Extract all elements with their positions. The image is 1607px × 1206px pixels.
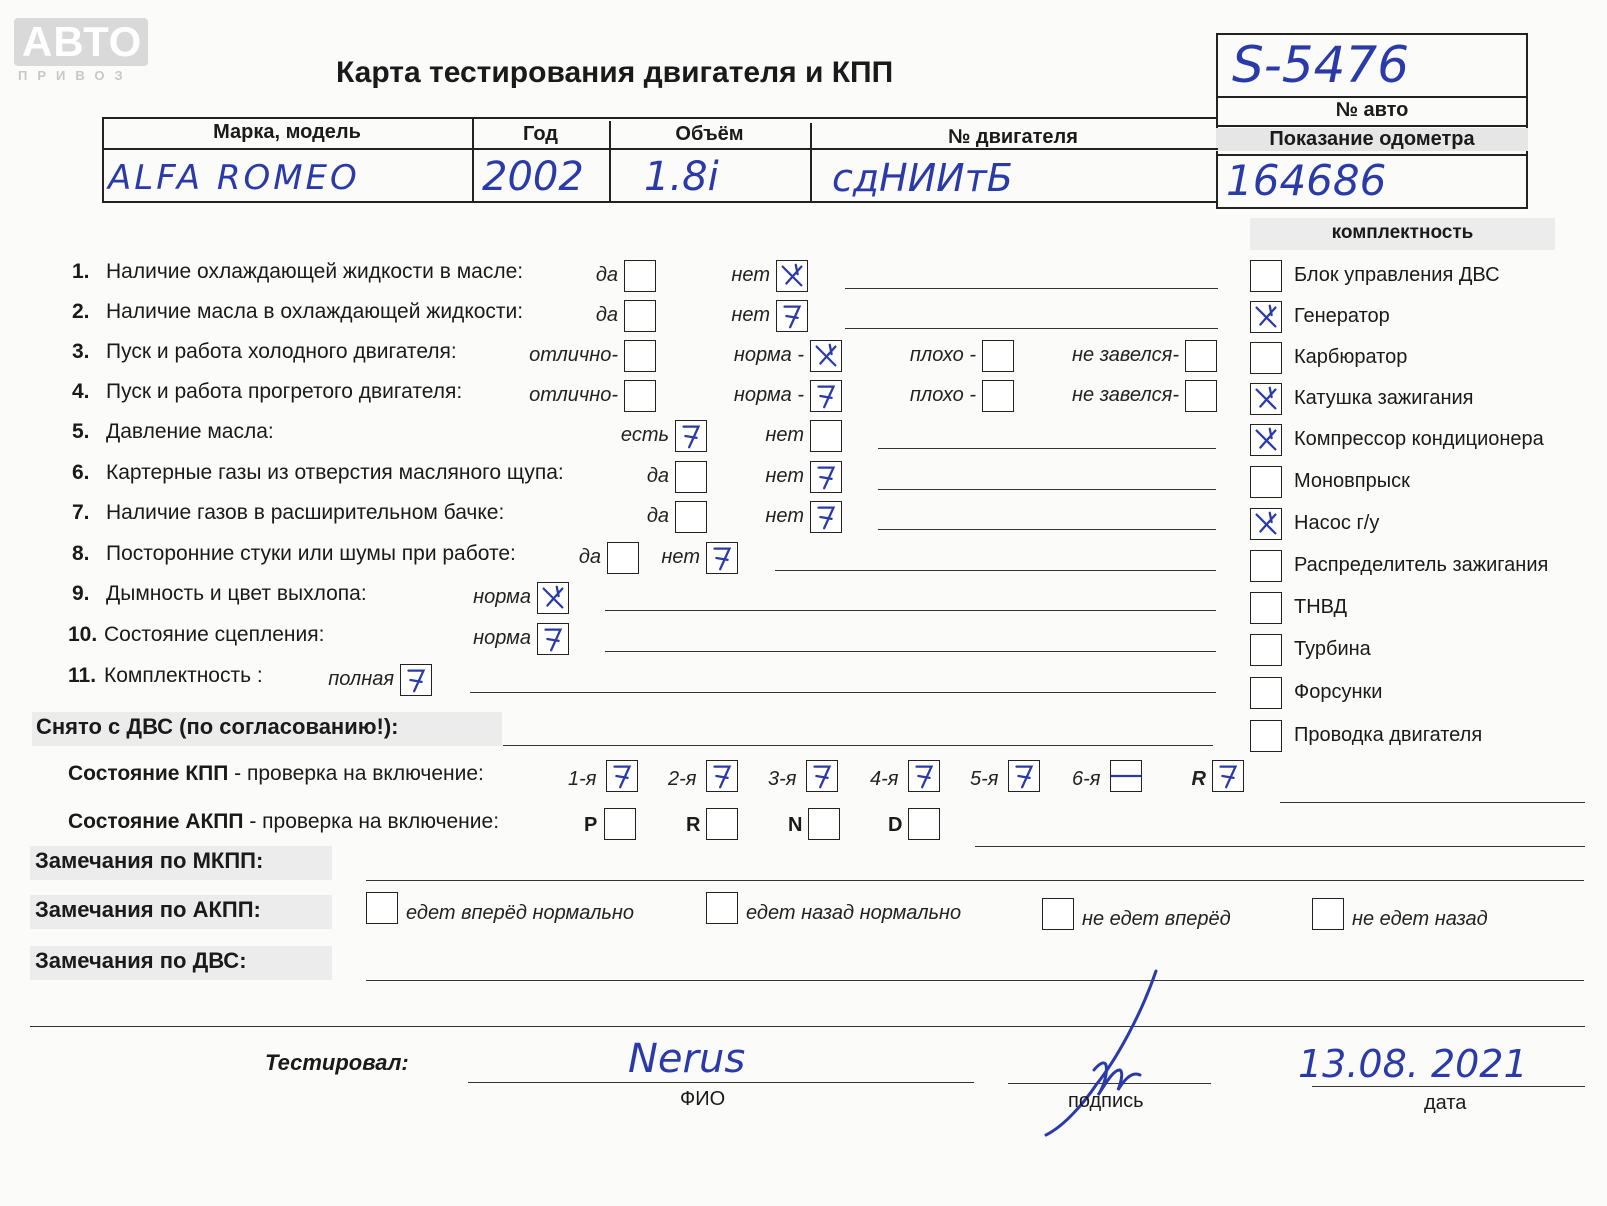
option-label: норма [473, 586, 531, 608]
date-label: дата [1424, 1092, 1467, 1114]
akpp-gear-label: N [788, 814, 803, 836]
question-3-o4-checkbox[interactable] [1185, 340, 1217, 372]
question-number: 11. [68, 664, 97, 687]
question-text: Наличие масла в охлаждающей жидкости: [106, 300, 524, 323]
akpp-label: Состояние АКПП - проверка на включение: [68, 810, 500, 833]
question-text: Пуск и работа прогретого двигателя: [106, 380, 463, 403]
kpp-gear-label: 1-я [568, 768, 597, 790]
question-number: 10. [68, 623, 98, 646]
option-label: плохо - [909, 384, 976, 406]
question-text: Пуск и работа холодного двигателя: [106, 340, 457, 363]
akpp-option-label: не едет вперёд [1082, 908, 1231, 930]
completeness-item-label: Карбюратор [1294, 346, 1408, 368]
question-text: Комплектность : [104, 664, 263, 687]
question-10-o1-checkbox[interactable] [537, 623, 569, 655]
akpp-gear-r-checkbox[interactable] [706, 808, 738, 840]
question-2-o1-checkbox[interactable] [624, 300, 656, 332]
volume-header: Объём [675, 123, 744, 145]
completeness-checkbox[interactable] [1250, 260, 1282, 292]
question-1-o2-checkbox[interactable] [776, 260, 808, 292]
question-9-o1-checkbox[interactable] [537, 582, 569, 614]
kpp-gear-label: 6-я [1072, 768, 1101, 790]
removed-label: Снято с ДВС (по согласованию!): [36, 714, 399, 739]
option-label: полная [328, 668, 394, 690]
completeness-checkbox[interactable] [1250, 634, 1282, 666]
completeness-item-label: Моновпрыск [1294, 470, 1410, 492]
volume-value: 1.8i [644, 154, 719, 200]
option-label: да [646, 505, 669, 527]
option-label: плохо - [909, 344, 976, 366]
question-number: 7. [72, 501, 90, 524]
completeness-checkbox[interactable] [1250, 508, 1282, 540]
option-label: отлично- [529, 344, 618, 366]
question-text: Наличие газов в расширительном бачке: [106, 501, 505, 524]
engine-header: № двигателя [948, 126, 1078, 148]
completeness-title: комплектность [1331, 222, 1474, 243]
option-label: нет [731, 264, 770, 286]
akpp-option-label: не едет назад [1352, 908, 1488, 930]
completeness-checkbox[interactable] [1250, 466, 1282, 498]
akpp-gear-p-checkbox[interactable] [604, 808, 636, 840]
option-label: не завелся- [1072, 384, 1179, 406]
completeness-item-label: Насос г/у [1294, 512, 1380, 534]
question-11-o1-checkbox[interactable] [400, 664, 432, 696]
remarks-dvs-label: Замечания по ДВС: [35, 948, 247, 973]
date-value: 13.08. 2021 [1298, 1042, 1528, 1086]
completeness-checkbox[interactable] [1250, 677, 1282, 709]
akpp-option-label: едет назад нормально [746, 902, 962, 924]
completeness-item-label: Катушка зажигания [1294, 387, 1474, 409]
question-3-o3-checkbox[interactable] [982, 340, 1014, 372]
question-number: 6. [72, 461, 90, 484]
question-4-o1-checkbox[interactable] [624, 380, 656, 412]
kpp-gear-label: 4-я [870, 768, 899, 790]
kpp-gear-4-checkbox[interactable] [908, 760, 940, 792]
option-label: отлично- [529, 384, 618, 406]
question-7-o1-checkbox[interactable] [675, 501, 707, 533]
question-2-o2-checkbox[interactable] [776, 300, 808, 332]
year-header: Год [523, 123, 558, 145]
question-7-o2-checkbox[interactable] [810, 501, 842, 533]
question-8-o1-checkbox[interactable] [607, 542, 639, 574]
option-label: нет [731, 304, 770, 326]
kpp-gear-2-checkbox[interactable] [706, 760, 738, 792]
question-number: 2. [72, 300, 90, 323]
option-label: да [646, 465, 669, 487]
akpp-option-checkbox[interactable] [1042, 898, 1074, 930]
auto-number-label: № авто [1335, 99, 1409, 121]
completeness-item-label: ТНВД [1294, 596, 1348, 618]
question-3-o1-checkbox[interactable] [624, 340, 656, 372]
option-label: норма [473, 627, 531, 649]
completeness-checkbox[interactable] [1250, 342, 1282, 374]
kpp-gear-label: 2-я [668, 768, 697, 790]
option-label: есть [620, 424, 669, 446]
completeness-checkbox[interactable] [1250, 383, 1282, 415]
question-4-o4-checkbox[interactable] [1185, 380, 1217, 412]
question-1-o1-checkbox[interactable] [624, 260, 656, 292]
option-label: да [595, 264, 618, 286]
question-text: Давление масла: [106, 420, 274, 443]
question-6-o2-checkbox[interactable] [810, 461, 842, 493]
question-3-o2-checkbox[interactable] [810, 340, 842, 372]
auto-number-value: S-5476 [1232, 36, 1410, 94]
question-number: 8. [72, 542, 90, 565]
completeness-item-label: Блок управления ДВС [1294, 264, 1500, 286]
completeness-checkbox[interactable] [1250, 301, 1282, 333]
completeness-item-label: Турбина [1294, 638, 1371, 660]
page-title: Карта тестирования двигателя и КПП [336, 56, 894, 89]
kpp-gear-6-checkbox[interactable] [1110, 760, 1142, 792]
kpp-label: Состояние КПП - проверка на включение: [68, 762, 484, 785]
akpp-gear-d-checkbox[interactable] [908, 808, 940, 840]
kpp-gear-7-checkbox[interactable] [1212, 760, 1244, 792]
question-6-o1-checkbox[interactable] [675, 461, 707, 493]
question-5-o2-checkbox[interactable] [810, 420, 842, 452]
akpp-option-checkbox[interactable] [1312, 898, 1344, 930]
question-text: Дымность и цвет выхлопа: [106, 582, 367, 605]
completeness-checkbox[interactable] [1250, 424, 1282, 456]
question-number: 3. [72, 340, 90, 363]
logo-subtitle: ПРИВОЗ [18, 68, 133, 83]
signature-graphic [1036, 965, 1176, 1140]
fio-value: Nerus [628, 1036, 746, 1082]
completeness-item-label: Проводка двигателя [1294, 724, 1483, 746]
year-value: 2002 [482, 154, 584, 200]
question-text: Посторонние стуки или шумы при работе: [106, 542, 516, 565]
question-number: 1. [72, 260, 90, 283]
question-number: 9. [72, 582, 90, 605]
question-5-o1-checkbox[interactable] [675, 420, 707, 452]
akpp-option-checkbox[interactable] [366, 892, 398, 924]
completeness-item-label: Форсунки [1294, 681, 1383, 703]
option-label: не завелся- [1072, 344, 1179, 366]
question-text: Состояние сцепления: [104, 623, 325, 646]
question-4-o2-checkbox[interactable] [810, 380, 842, 412]
kpp-gear-label: R [1191, 768, 1206, 790]
remarks-akpp-label: Замечания по АКПП: [35, 897, 261, 922]
tested-label: Тестировал: [265, 1050, 409, 1075]
kpp-gear-label: 3-я [768, 768, 797, 790]
engine-number-value: сдНИИтБ [832, 156, 1013, 200]
option-label: нет [661, 546, 700, 568]
completeness-item-label: Генератор [1294, 305, 1390, 327]
kpp-gear-3-checkbox[interactable] [806, 760, 838, 792]
completeness-checkbox[interactable] [1250, 550, 1282, 582]
kpp-gear-1-checkbox[interactable] [606, 760, 638, 792]
option-label: да [595, 304, 618, 326]
option-label: норма - [733, 344, 804, 366]
akpp-gear-label: R [686, 814, 701, 836]
signature-label: подпись [1068, 1090, 1144, 1112]
model-value: ALFA ROMEO [108, 158, 360, 198]
kpp-gear-5-checkbox[interactable] [1008, 760, 1040, 792]
akpp-option-checkbox[interactable] [706, 892, 738, 924]
option-label: да [578, 546, 601, 568]
option-label: норма - [733, 384, 804, 406]
model-header: Марка, модель [213, 121, 361, 143]
odometer-label: Показание одометра [1216, 128, 1528, 151]
logo-text: АВТО [22, 18, 143, 65]
question-8-o2-checkbox[interactable] [706, 542, 738, 574]
option-label: нет [765, 424, 804, 446]
kpp-gear-label: 5-я [970, 768, 999, 790]
question-text: Картерные газы из отверстия масляного щупа: [106, 461, 564, 484]
question-number: 4. [72, 380, 90, 403]
completeness-checkbox[interactable] [1250, 720, 1282, 752]
akpp-gear-n-checkbox[interactable] [808, 808, 840, 840]
question-4-o3-checkbox[interactable] [982, 380, 1014, 412]
akpp-gear-label: D [888, 814, 903, 836]
option-label: нет [765, 505, 804, 527]
completeness-item-label: Распределитель зажигания [1294, 554, 1549, 576]
question-text: Наличие охлаждающей жидкости в масле: [106, 260, 524, 283]
question-number: 5. [72, 420, 90, 443]
fio-label: ФИО [680, 1088, 726, 1110]
remarks-mkpp-label: Замечания по МКПП: [35, 848, 264, 873]
odometer-value: 164686 [1226, 156, 1387, 205]
akpp-gear-label: P [584, 814, 598, 836]
completeness-item-label: Компрессор кондиционера [1294, 428, 1544, 450]
completeness-checkbox[interactable] [1250, 592, 1282, 624]
akpp-option-label: едет вперёд нормально [406, 902, 635, 924]
option-label: нет [765, 465, 804, 487]
